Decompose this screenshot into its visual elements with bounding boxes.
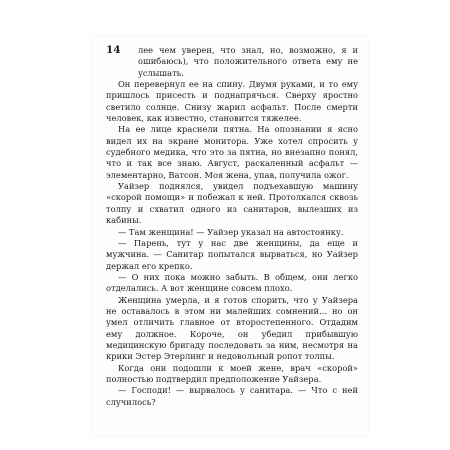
paragraph: Он перевернул ее на спину. Двумя руками, и то ему пришлось присесть и поднапрячься. Сверху яростно светило солнце. Снизу жарил асфальт. После смерти человек, как известно, становится тяжелее. <box>106 79 358 124</box>
body-text <box>106 45 358 408</box>
paragraph: Уайзер поднялся, увидел подъехавшую машину «скорой помощи» и побежал к ней. Протолкался сквозь толпу и схватил одного из санитаров, вылезших из кабины. <box>106 181 358 226</box>
first-paragraph-block <box>106 45 358 79</box>
dialogue-line: — Господи! — вырвалось у санитара. — Что с ней случилось? <box>106 385 358 407</box>
paragraph-continued: лее чем уверен, что знал, но, возможно, я и ошибаюсь), что положительного ответа ему не услышать. <box>138 45 358 78</box>
paragraph: Когда они подошли к моей жене, врач «скорой» полностью подтвердил предположение Уайзера. <box>106 362 358 384</box>
dialogue-line: — О них пока можно забыть. В общем, они легко отделались. А вот женщине совсем плохо. <box>106 271 358 294</box>
paragraph: На ее лице краснели пятна. На опознании я ясно видел их на экране монитора. Уже хотел спросить у судебного медика, что это за пятна, но внезапно понял, что и так все знаю. Август, раскаленный асфальт — элементарно, Ватсон. Моя жена, упав, получила ожог. <box>106 124 358 180</box>
paragraph: Женщина умерла, и я готов спорить, что у Уайзера не оставалось в этом ни малейших сомнений... но он умел отличить главное от второстепенного. Отдадим ему должное. Короче, он убедил прибывшую медицинскую бригаду последовать за ним, несмотря на крики Эстер Этерлинг и недовольный ропот толпы. <box>106 294 358 362</box>
dialogue-line: — Парень, тут у нас две женщины, да еще и мужчина. — Санитар попытался вырваться, но Уайзер держал его крепко. <box>106 237 358 271</box>
book-page <box>92 36 368 436</box>
dialogue-line: — Там женщина! — Уайзер указал на автостоянку. <box>118 226 344 237</box>
page-number: 14 <box>106 44 121 56</box>
